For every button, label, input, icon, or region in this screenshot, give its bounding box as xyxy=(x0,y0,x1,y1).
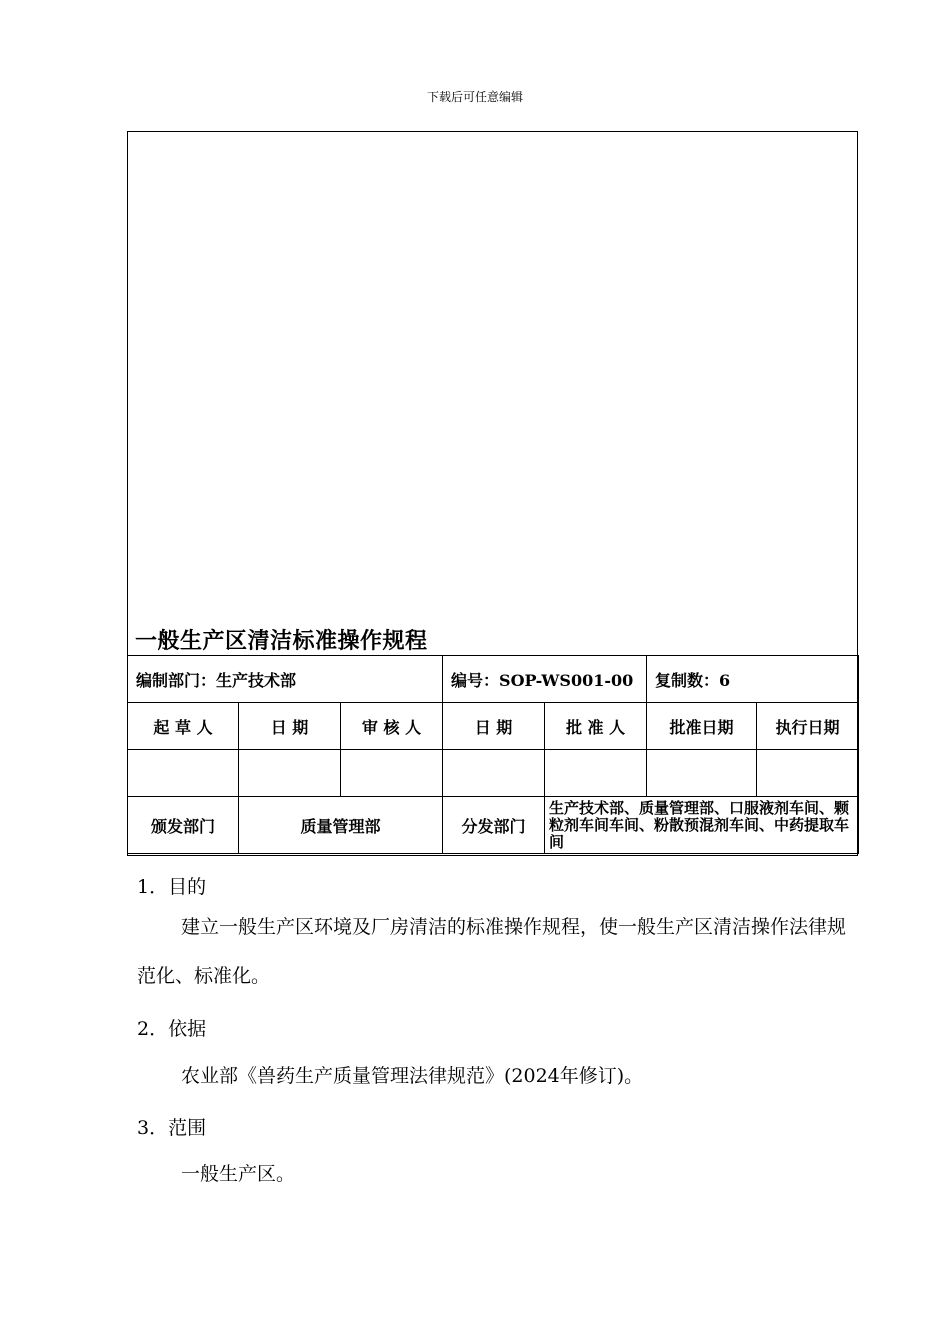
section-text-scope: 一般生产区。 xyxy=(181,1163,296,1185)
issue-dept-label: 颁发部门 xyxy=(128,797,239,854)
effective-date-value xyxy=(757,750,859,797)
approval-date-value xyxy=(647,750,757,797)
document-title: 一般生产区清洁标准操作规程 xyxy=(135,628,428,654)
issue-dept-value: 质量管理部 xyxy=(239,797,443,854)
section-heading-purpose: 1．目的 xyxy=(137,876,207,898)
signature-header-row xyxy=(128,703,859,750)
review-date-value xyxy=(443,750,545,797)
drafter-value xyxy=(128,750,239,797)
compile-dept-cell: 编制部门：生产技术部 xyxy=(128,656,443,703)
info-row xyxy=(128,656,859,703)
review-date-header: 日 期 xyxy=(443,703,545,750)
distribution-dept-label: 分发部门 xyxy=(443,797,545,854)
distribution-row xyxy=(128,797,859,854)
signature-value-row xyxy=(128,750,859,797)
header-note: 下载后可任意编辑 xyxy=(426,90,523,104)
section-heading-basis: 2．依据 xyxy=(137,1018,207,1040)
distribution-dept-value: 生产技术部、质量管理部、口服液剂车间、颗粒剂车间车间、粉散预混剂车间、中药提取车间 xyxy=(545,797,859,854)
drafter-header: 起 草 人 xyxy=(128,703,239,750)
effective-date-header: 执行日期 xyxy=(757,703,859,750)
copies-cell: 复制数：6 xyxy=(647,656,859,703)
draft-date-value xyxy=(239,750,341,797)
document-info-table xyxy=(127,655,859,854)
section-text-purpose: 建立一般生产区环境及厂房清洁的标准操作规程，使一般生产区清洁操作法律规范化、标准化。 xyxy=(137,916,847,987)
approver-value xyxy=(545,750,647,797)
document-code-cell: 编号：SOP-WS001-00 xyxy=(443,656,647,703)
section-heading-scope: 3．范围 xyxy=(137,1117,207,1139)
approval-date-header: 批准日期 xyxy=(647,703,757,750)
draft-date-header: 日 期 xyxy=(239,703,341,750)
reviewer-header: 审 核 人 xyxy=(341,703,443,750)
approver-header: 批 准 人 xyxy=(545,703,647,750)
section-text-basis: 农业部《兽药生产质量管理法律规范》(2024年修订)。 xyxy=(181,1065,644,1087)
reviewer-value xyxy=(341,750,443,797)
